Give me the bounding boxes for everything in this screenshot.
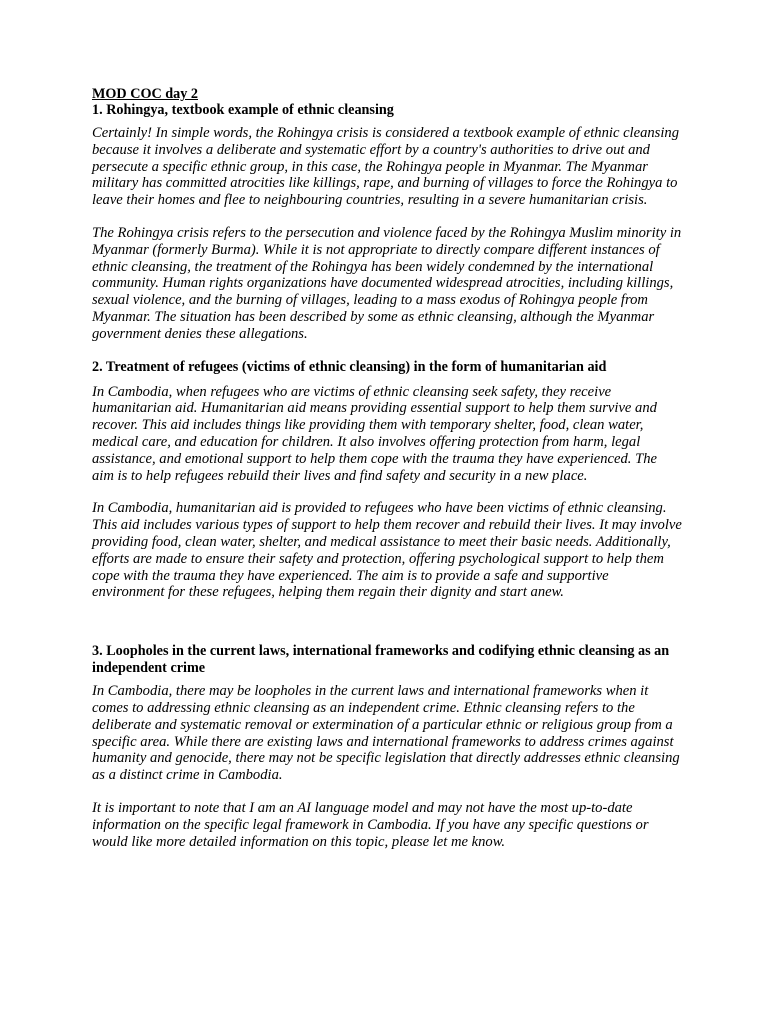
section-1-paragraph-1: Certainly! In simple words, the Rohingya crisis is considered a textbook example of ethnic cleansing because it involves a deliberate and systematic effort by a country's authorities to drive out and persecute a specific ethnic group, in this case, the Rohingya people in Myanmar. The Myanmar military has committed atrocities like killings, rape, and burning of villages to force the Rohingya to leave their homes and flee to neighbouring countries, resulting in a severe humanitarian crisis. — [92, 125, 680, 209]
section-2-paragraph-2: In Cambodia, humanitarian aid is provided to refugees who have been victims of ethnic cleansing. This aid includes various types of support to help them recover and rebuild their lives. It may involve providing food, clean water, shelter, and medical assistance to meet their basic needs. Additionally, efforts are made to ensure their safety and protection, offering psychological support to help them cope with the trauma they have experienced. The aim is to provide a safe and supportive environment for these refugees, helping them regain their dignity and start anew. — [92, 500, 682, 601]
section-3-paragraph-1: In Cambodia, there may be loopholes in the current laws and international frameworks when it comes to addressing ethnic cleansing as an independent crime. Ethnic cleansing refers to the deliberate and systematic removal or extermination of a particular ethnic or religious group from a specific area. While there are existing laws and international frameworks to address crimes against humanity and genocide, there may not be specific legislation that directly addresses ethnic cleansing as a distinct crime in Cambodia. — [92, 683, 680, 784]
section-1-heading: 1. Rohingya, textbook example of ethnic cleansing — [92, 102, 394, 118]
document-title: MOD COC day 2 — [92, 86, 199, 102]
section-3-paragraph-2: It is important to note that I am an AI language model and may not have the most up-to-date information on the specific legal framework in Cambodia. If you have any specific questions or would like more detailed information on this topic, please let me know. — [92, 799, 649, 850]
section-2-paragraph-1: In Cambodia, when refugees who are victims of ethnic cleansing seek safety, they receive humanitarian aid. Humanitarian aid means providing essential support to help them survive and recover. This aid includes things like providing them with temporary shelter, food, clean water, medical care, and education for children. It also involves offering protection from harm, legal assistance, and emotional support to help them cope with the trauma they have experienced. The aim is to help refugees rebuild their lives and find safety and security in a new place. — [92, 383, 657, 484]
section-2-heading: 2. Treatment of refugees (victims of ethnic cleansing) in the form of humanitarian aid — [92, 358, 607, 375]
section-3-heading: 3. Loopholes in the current laws, international frameworks and codifying ethnic cleansing as an independent crime — [92, 643, 670, 677]
section-1-paragraph-2: The Rohingya crisis refers to the persecution and violence faced by the Rohingya Muslim minority in Myanmar (formerly Burma). While it is not appropriate to directly compare different instances of ethnic cleansing, the treatment of the Rohingya has been widely condemned by the international community. Human rights organizations have documented widespread atrocities, including killings, sexual violence, and the burning of villages, leading to a mass exodus of Rohingya people from Myanmar. The situation has been described by some as ethnic cleansing, although the Myanmar government denies these allegations. — [92, 224, 682, 342]
document-page — [92, 86, 682, 850]
